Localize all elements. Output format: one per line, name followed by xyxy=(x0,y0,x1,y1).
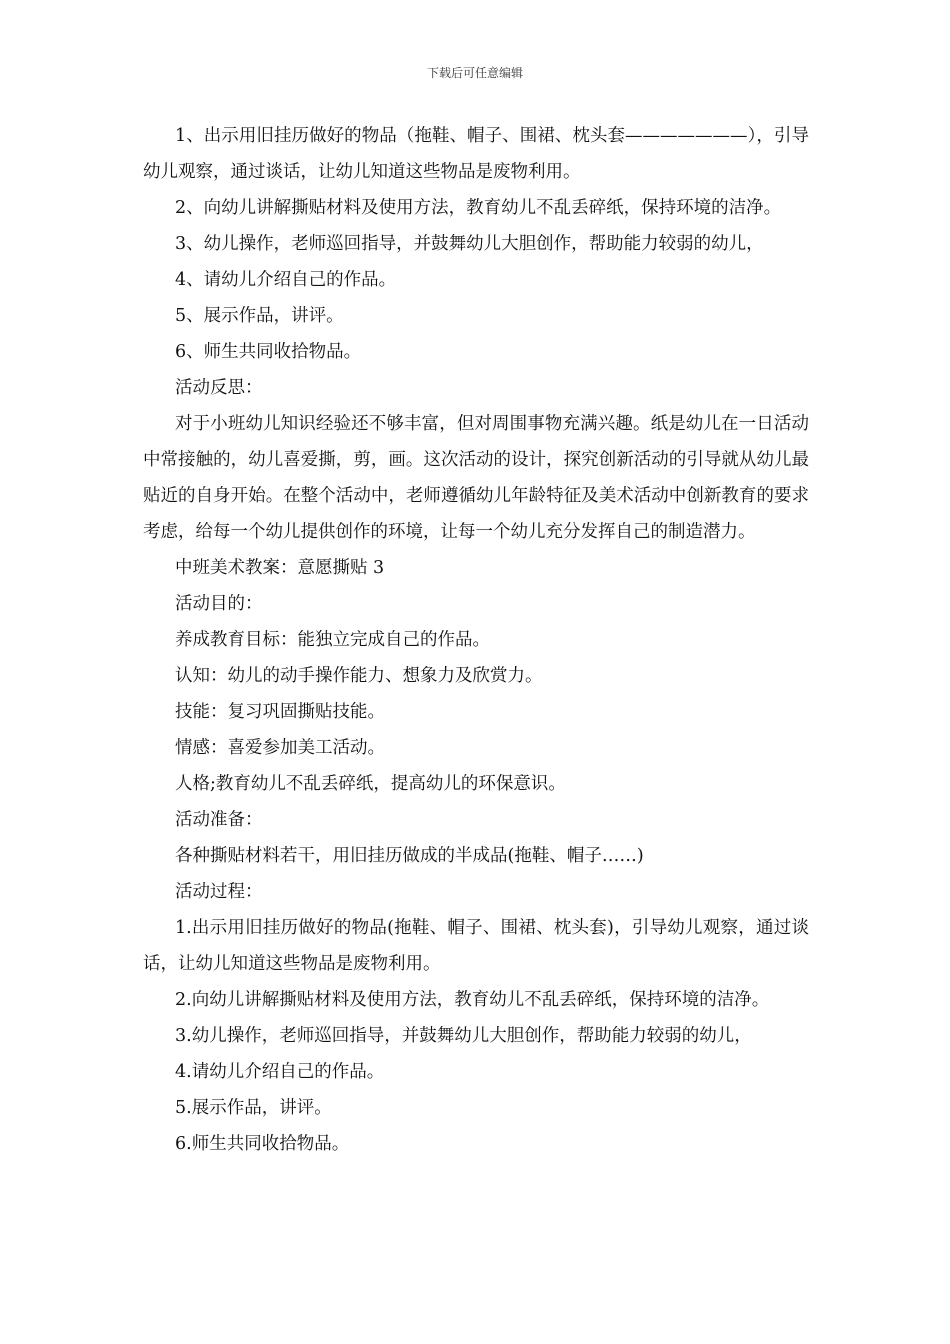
page-header: 下载后可任意编辑 xyxy=(426,66,523,80)
paragraph-3: 3、幼儿操作，老师巡回指导，并鼓舞幼儿大胆创作，帮助能力较弱的幼儿， xyxy=(175,234,764,254)
section-heading-goals: 活动目的： xyxy=(175,594,263,614)
paragraph-6: 6、师生共同收拾物品。 xyxy=(175,342,362,362)
section-heading-process: 活动过程： xyxy=(175,882,263,902)
process-step-1: 1.出示用旧挂历做好的物品(拖鞋、帽子、围裙、枕头套)，引导幼儿观察，通过谈话，让幼儿知道这些物品是废物利用。 xyxy=(143,918,809,974)
goal-cognition: 认知：幼儿的动手操作能力、想象力及欣赏力。 xyxy=(175,666,543,686)
goal-habit: 养成教育目标：能独立完成自己的作品。 xyxy=(175,630,490,650)
preparation-materials: 各种撕贴材料若干，用旧挂历做成的半成品(拖鞋、帽子……) xyxy=(175,846,644,866)
goal-emotion: 情感：喜爱参加美工活动。 xyxy=(175,738,385,758)
process-step-5: 5.展示作品，讲评。 xyxy=(175,1098,332,1118)
document-body xyxy=(143,118,809,1162)
process-step-4: 4.请幼儿介绍自己的作品。 xyxy=(175,1062,385,1082)
paragraph-reflection: 对于小班幼儿知识经验还不够丰富，但对周围事物充满兴趣。纸是幼儿在一日活动中常接触的，幼儿喜爱撕，剪，画。这次活动的设计，探究创新活动的引导就从幼儿最贴近的自身开始。在整个活动中，老师遵循幼儿年龄特征及美术活动中创新教育的要求考虑，给每一个幼儿提供创作的环境，让每一个幼儿充分发挥自己的制造潜力。 xyxy=(143,414,809,542)
paragraph-4: 4、请幼儿介绍自己的作品。 xyxy=(175,270,397,290)
goal-personality: 人格;教育幼儿不乱丢碎纸，提高幼儿的环保意识。 xyxy=(175,774,566,794)
process-step-3: 3.幼儿操作，老师巡回指导，并鼓舞幼儿大胆创作，帮助能力较弱的幼儿， xyxy=(175,1026,752,1046)
section-heading-preparation: 活动准备： xyxy=(175,810,263,830)
section-heading-reflection: 活动反思： xyxy=(175,378,263,398)
process-step-2: 2.向幼儿讲解撕贴材料及使用方法，教育幼儿不乱丢碎纸，保持环境的洁净。 xyxy=(175,990,770,1010)
lesson-title: 中班美术教案：意愿撕贴 3 xyxy=(175,558,385,578)
paragraph-5: 5、展示作品，讲评。 xyxy=(175,306,344,326)
goal-skill: 技能：复习巩固撕贴技能。 xyxy=(175,702,385,722)
paragraph-1: 1、出示用旧挂历做好的物品（拖鞋、帽子、围裙、枕头套———————），引导幼儿观察，通过谈话，让幼儿知道这些物品是废物利用。 xyxy=(143,126,809,182)
process-step-6: 6.师生共同收拾物品。 xyxy=(175,1134,350,1154)
paragraph-2: 2、向幼儿讲解撕贴材料及使用方法，教育幼儿不乱丢碎纸，保持环境的洁净。 xyxy=(175,198,782,218)
